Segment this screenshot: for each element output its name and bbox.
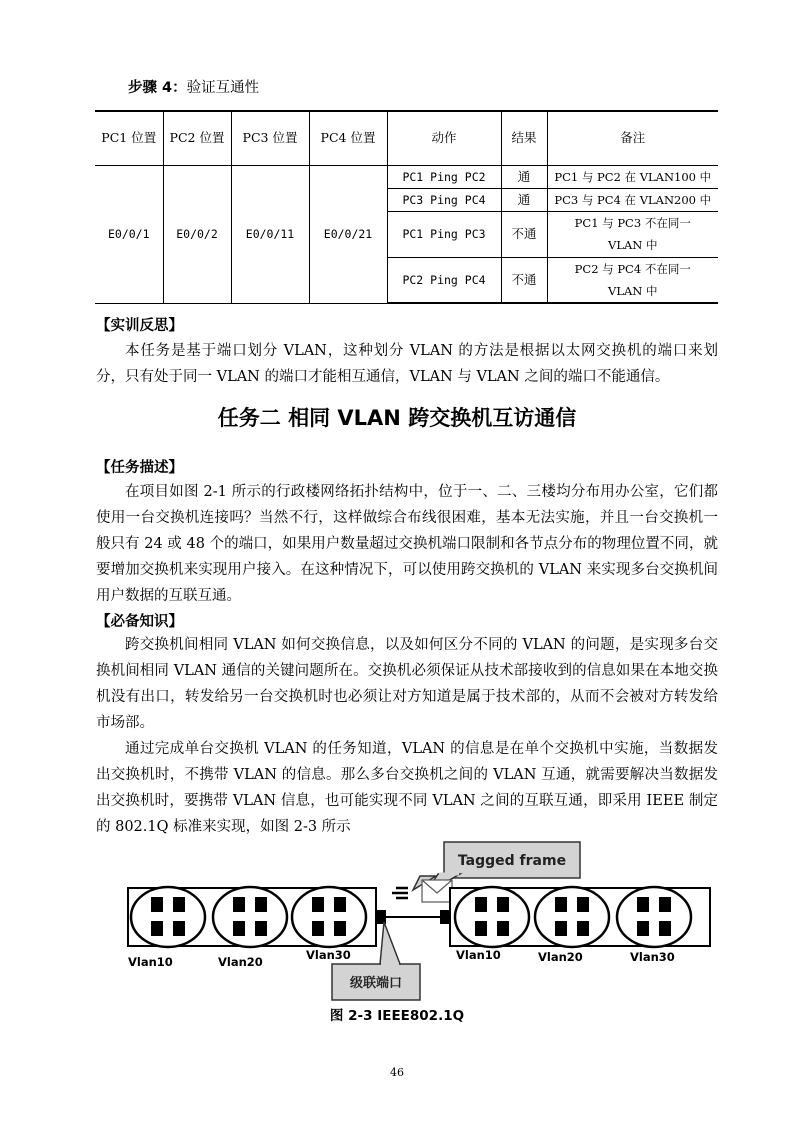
table-header-row bbox=[95, 111, 718, 165]
knowledge-text-1: 跨交换机间相同 VLAN 如何交换信息，以及如何区分不同的 VLAN 的问题，是实现多台交换机间相同 VLAN 通信的关键问题所在。交换机必须保证从技术部接收到的信息如果在本地交换机没有出口，转发给另一台交换机时也必须让对方知道是属于技术部的，从而不会被对方转发给市场部。 bbox=[96, 637, 718, 731]
table-row bbox=[95, 165, 718, 188]
result-cell: 不通 bbox=[501, 211, 547, 257]
action-cell: PC2 Ping PC4 bbox=[387, 257, 501, 303]
page-number: 46 bbox=[390, 1066, 404, 1079]
reflection-text: 本任务是基于端口划分 VLAN，这种划分 VLAN 的方法是根据以太网交换机的端口来划分，只有处于同一 VLAN 的端口才能相互通信，VLAN 与 VLAN 之间的端口不能通信。 bbox=[96, 343, 718, 385]
knowledge-text-2: 通过完成单台交换机 VLAN 的任务知道，VLAN 的信息是在单个交换机中实施，当数据发出交换机时，不携带 VLAN 的信息。那么多台交换机之间的 VLAN 互通，就需要解决当数据发出交换机时，要携带 VLAN 信息，也可能实现不同 VLAN 之间的互联互通，即采用 IEEE 制定的 802.1Q 标准来实现，如图 2-3 所示 bbox=[96, 741, 718, 835]
left-vlan-label: Vlan20 bbox=[218, 955, 263, 969]
action-cell: PC1 Ping PC3 bbox=[387, 211, 501, 257]
action-cell: PC1 Ping PC2 bbox=[387, 165, 501, 188]
result-cell: 通 bbox=[501, 188, 547, 211]
task-desc-paragraph bbox=[96, 479, 718, 609]
header-cell: 动作 bbox=[387, 111, 501, 165]
left-vlan-label: Vlan30 bbox=[306, 948, 351, 962]
note-cell: PC1 与 PC2 在 VLAN100 中 bbox=[547, 165, 718, 188]
header-cell: 备注 bbox=[547, 111, 718, 165]
port-cell: E0/0/21 bbox=[309, 165, 387, 303]
right-vlan-label: Vlan20 bbox=[538, 950, 583, 964]
action-cell: PC3 Ping PC4 bbox=[387, 188, 501, 211]
task-title: 任务二 相同 VLAN 跨交换机互访通信 bbox=[217, 406, 577, 430]
result-cell: 不通 bbox=[501, 257, 547, 303]
header-cell: PC1 位置 bbox=[95, 111, 163, 165]
reflection-paragraph bbox=[96, 338, 718, 390]
connectivity-table bbox=[95, 110, 718, 304]
port-cell: E0/0/1 bbox=[95, 165, 163, 303]
header-cell: 结果 bbox=[501, 111, 547, 165]
right-vlan-label: Vlan30 bbox=[630, 950, 675, 964]
reflection-heading: 【实训反思】 bbox=[96, 318, 183, 334]
step-text: 验证互通性 bbox=[186, 80, 260, 96]
step-label: 步骤 4： bbox=[128, 80, 187, 96]
port-cell: E0/0/2 bbox=[163, 165, 231, 303]
ieee-8021q-figure bbox=[120, 838, 720, 1008]
tagged-frame-label: Tagged frame bbox=[457, 853, 567, 869]
knowledge-heading: 【必备知识】 bbox=[96, 614, 183, 630]
port-cell: E0/0/11 bbox=[231, 165, 309, 303]
right-switch bbox=[440, 887, 710, 947]
figure-caption: 图 2-3 IEEE802.1Q bbox=[329, 1008, 465, 1024]
right-vlan-label: Vlan10 bbox=[456, 948, 501, 962]
note-cell: PC3 与 PC4 在 VLAN200 中 bbox=[547, 188, 718, 211]
header-cell: PC3 位置 bbox=[231, 111, 309, 165]
header-cell: PC4 位置 bbox=[309, 111, 387, 165]
note-cell: PC2 与 PC4 不在同一 VLAN 中 bbox=[547, 257, 718, 303]
cascade-port-label: 级联端口 bbox=[349, 976, 403, 991]
step-heading bbox=[128, 76, 259, 97]
result-cell: 通 bbox=[501, 165, 547, 188]
left-switch bbox=[128, 887, 386, 947]
note-cell: PC1 与 PC3 不在同一 VLAN 中 bbox=[547, 211, 718, 257]
envelope-icon bbox=[392, 880, 452, 902]
figure-svg bbox=[120, 838, 720, 1008]
left-vlan-label: Vlan10 bbox=[128, 955, 173, 969]
task-desc-heading: 【任务描述】 bbox=[96, 460, 183, 476]
task-desc-text: 在项目如图 2-1 所示的行政楼网络拓扑结构中，位于一、二、三楼均分布用办公室，它们都使用一台交换机连接吗？当然不行，这样做综合布线很困难，基本无法实施，并且一台交换机一般只有 24 或 48 个的端口，如果用户数量超过交换机端口限制和各节点分布的物理位置不同，就要增加交换机来实现用户接入。在这种情况下，可以使用跨交换机的 VLAN 来实现多台交换机间用户数据的互联互通。 bbox=[96, 484, 718, 604]
header-cell: PC2 位置 bbox=[163, 111, 231, 165]
knowledge-paragraphs bbox=[96, 632, 718, 840]
